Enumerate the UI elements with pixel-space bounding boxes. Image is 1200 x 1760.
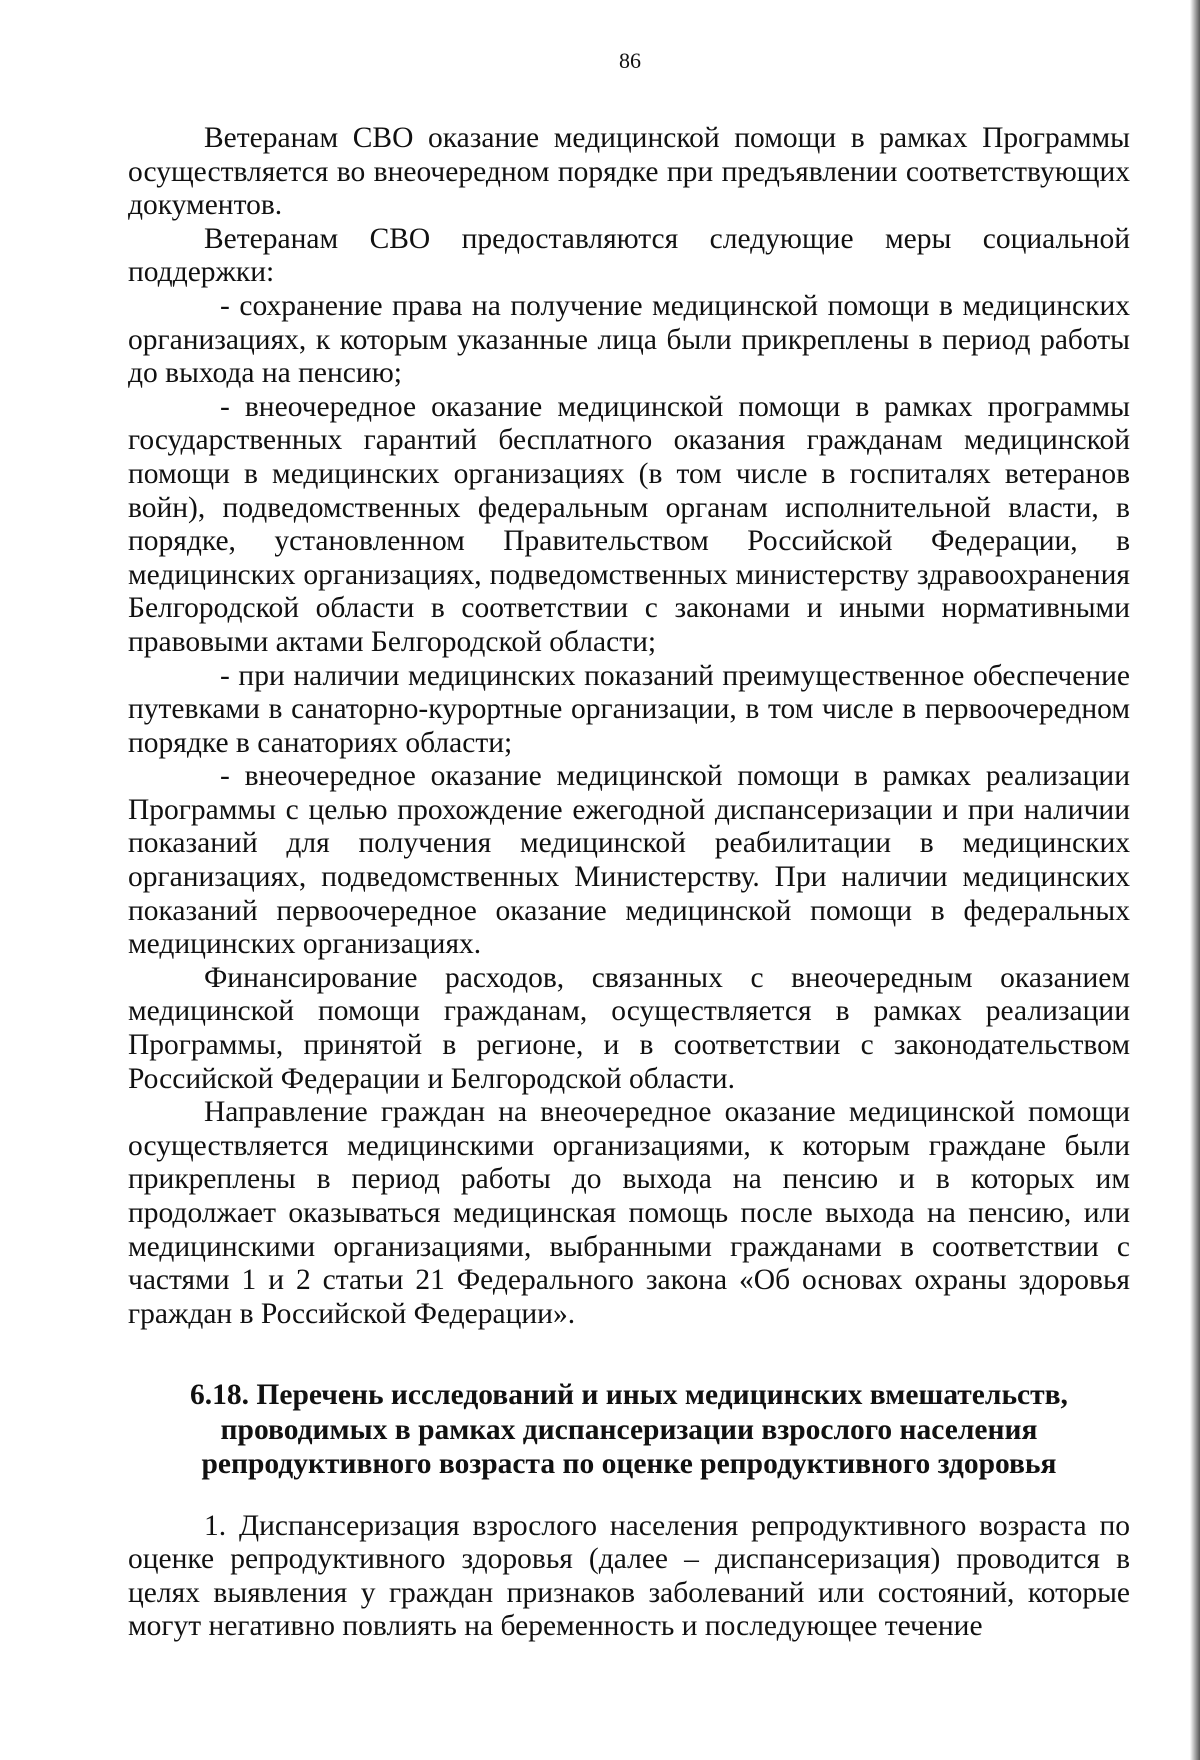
section-body (128, 1510, 1130, 1644)
section-heading-line-1: 6.18. Перечень исследований и иных медицинских вмешательств, (190, 1379, 1068, 1411)
paragraph-svo-priority: Ветеранам СВО оказание медицинской помощи в рамках Программы осуществляется во внеочередном порядке при предъявлении соответствующих документов. (128, 122, 1130, 222)
paragraph-referral: Направление граждан на внеочередное оказание медицинской помощи осуществляется медицинскими организациями, к которым граждане были прикреплены в период работы до выхода на пенсию и в которых им продолжает оказываться медицинская помощь после выхода на пенсию, или медицинскими организациями, выбранными гражданами в соответствии с частями 1 и 2 статьи 21 Федерального закона «Об основах охраны здоровья граждан в Российской Федерации». (128, 1096, 1130, 1330)
paragraph-dispensary-definition: 1. Диспансеризация взрослого населения репродуктивного возраста по оценке репродуктивного здоровья (далее – диспансеризация) проводится в целях выявления у граждан признаков заболеваний или состояний, которые могут негативно повлиять на беременность и последующее течение (128, 1510, 1130, 1643)
list-item-retain-right: - сохранение права на получение медицинской помощи в медицинских организациях, к которым указанные лица были прикреплены в период работы до выхода на пенсию; (128, 289, 1130, 390)
paragraph-support-measures-intro: Ветеранам СВО предоставляются следующие меры социальной поддержки: (128, 222, 1130, 289)
section-heading-line-3: репродуктивного возраста по оценке репродуктивного здоровья (201, 1448, 1057, 1480)
list-item-sanatorium-vouchers: - при наличии медицинских показаний преимущественное обеспечение путевками в санаторно-курортные организации, в том числе в первоочередном порядке в санаториях области; (128, 659, 1130, 759)
page-number: 86 (619, 48, 641, 73)
section-heading-line-2: проводимых в рамках диспансеризации взрослого населения (220, 1413, 1038, 1446)
list-item-dispensary-exam: - внеочередное оказание медицинской помощи в рамках реализации Программы с целью прохождение ежегодной диспансеризации и при наличии показаний для получения медицинской реабилитации в медицинских организациях, подведомственных Министерству. При наличии медицинских показаний первоочередное оказание медицинской помощи в федеральных медицинских организациях. (128, 760, 1130, 961)
section-heading (128, 1378, 1130, 1482)
paragraph-financing: Финансирование расходов, связанных с внеочередным оказанием медицинской помощи гражданам, осуществляется в рамках реализации Программы, принятой в регионе, и в соответствии с законодательством Российской Федерации и Белгородской области. (128, 961, 1130, 1095)
list-item-extraordinary-care: - внеочередное оказание медицинской помощи в рамках программы государственных гарантий бесплатного оказания гражданам медицинской помощи в медицинских организациях (в том числе в госпиталях ветеранов войн), подведомственных федеральным органам исполнительной власти, в порядке, установленном Правительством Российской Федерации, в медицинских организациях, подведомственных министерству здравоохранения Белгородской области в соответствии с законами и иными нормативными правовыми актами Белгородской области; (128, 390, 1130, 658)
document-body (128, 122, 1130, 1331)
scan-edge-shadow (1190, 0, 1200, 1760)
